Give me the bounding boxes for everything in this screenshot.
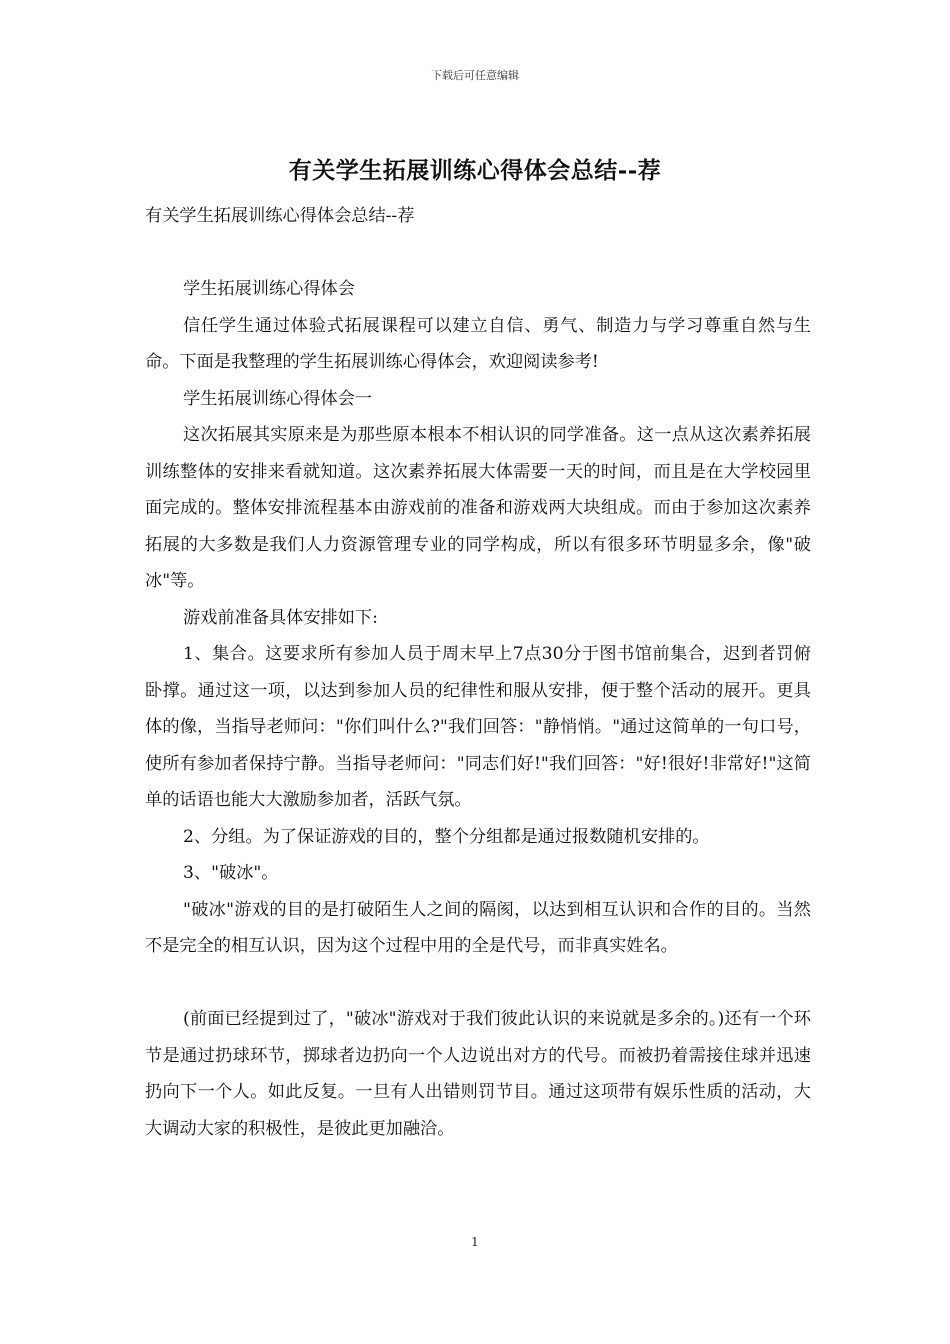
list-item: 2、分组。为了保证游戏的目的，整个分组都是通过报数随机安排的。 bbox=[183, 826, 710, 847]
body-paragraph: "破冰"游戏的目的是打破陌生人之间的隔阂，以达到相互认识和合作的目的。当然不是完全的相互认识，因为这个过程中用的全是代号，而非真实姓名。 bbox=[145, 899, 811, 956]
subtitle-line: 有关学生拓展训练心得体会总结--荐 bbox=[145, 206, 415, 226]
body-paragraph: (前面已经提到过了，"破冰"游戏对于我们彼此认识的来说就是多余的。)还有一个环节是通过扔球环节，掷球者边扔向一个人边说出对方的代号。而被扔着需接住球并迅速扔向下一个人。如此反复。一旦有人出错则罚节目。通过这项带有娱乐性质的活动，大大调动大家的积极性，是彼此更加融洽。 bbox=[145, 1009, 811, 1139]
blank-line bbox=[145, 235, 811, 272]
document-title: 有关学生拓展训练心得体会总结--荐 bbox=[288, 157, 662, 184]
section-heading: 学生拓展训练心得体会 bbox=[183, 279, 355, 299]
blank-line bbox=[145, 965, 811, 1002]
page-number: 1 bbox=[471, 1235, 479, 1249]
list-item: 3、"破冰"。 bbox=[183, 863, 279, 883]
header-note: 下载后可任意编辑 bbox=[431, 69, 519, 82]
section-heading-one: 学生拓展训练心得体会一 bbox=[183, 388, 373, 409]
list-item: 1、集合。这要求所有参加人员于周末早上7点30分于图书馆前集合，迟到者罚俯卧撑。通过这一项，以达到参加人员的纪律性和服从安排，便于整个活动的展开。更具体的像，当指导老师问："你们叫什么?"我们回答："静悄悄。"通过这简单的一句口号，使所有参加者保持宁静。当指导老师问："同志们好!"我们回答："好!很好!非常好!"这简单的话语也能大大激励参加者，活跃气氛。 bbox=[145, 644, 811, 810]
intro-paragraph: 信任学生通过体验式拓展课程可以建立自信、勇气、制造力与学习尊重自然与生命。下面是我整理的学生拓展训练心得体会，欢迎阅读参考! bbox=[145, 315, 811, 372]
document-body bbox=[145, 198, 811, 1147]
body-paragraph: 这次拓展其实原来是为那些原本根本不相认识的同学准备。这一点从这次素养拓展训练整体的安排来看就知道。这次素养拓展大体需要一天的时间，而且是在大学校园里面完成的。整体安排流程基本由游戏前的准备和游戏两大块组成。而由于参加这次素养拓展的大多数是我们人力资源管理专业的同学构成，所以有很多环节明显多余，像"破冰"等。 bbox=[145, 425, 811, 591]
body-paragraph: 游戏前准备具体安排如下: bbox=[183, 607, 378, 628]
